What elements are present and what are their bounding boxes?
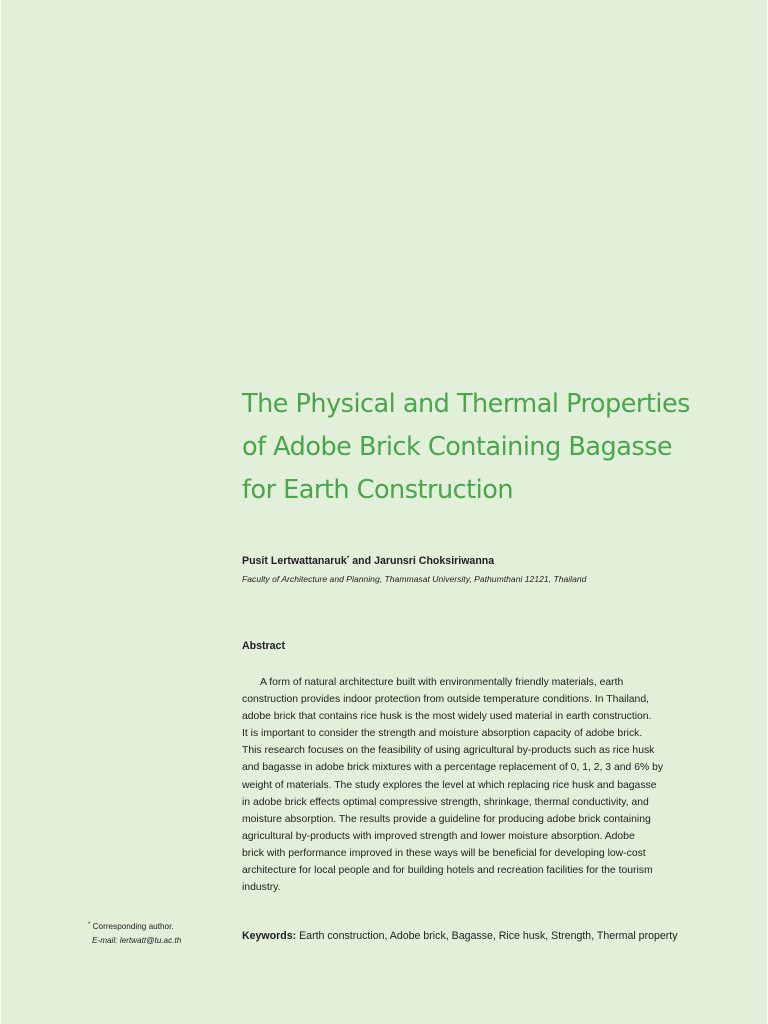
author-list — [242, 555, 494, 567]
abstract-line: and bagasse in adobe brick mixtures with a percentage replacement of 0, 1, 2, 3 and 6% by — [242, 762, 664, 774]
footnote-label-row — [88, 918, 181, 934]
affiliation: Faculty of Architecture and Planning, Thammasat University, Pathumthani 12121, Thailand — [242, 574, 587, 584]
abstract-line: weight of materials. The study explores the level at which replacing rice husk and bagasse — [242, 779, 657, 791]
abstract-line: brick with performance improved in these ways will be beneficial for developing low-cost — [242, 847, 646, 859]
title-line: of Adobe Brick Containing Bagasse — [242, 432, 673, 462]
abstract-line: in adobe brick effects optimal compressive strength, shrinkage, thermal conductivity, and — [242, 796, 649, 808]
corresponding-marker: * — [346, 555, 350, 562]
document-page — [1, 0, 767, 1024]
author-name: Pusit Lertwattanaruk — [242, 555, 347, 567]
footnote-label: Corresponding author. — [92, 922, 174, 931]
abstract-line: architecture for local people and for building hotels and recreation facilities for the tourism — [242, 865, 653, 877]
title-line: The Physical and Thermal Properties — [242, 389, 690, 419]
abstract-line: This research focuses on the feasibility of using agricultural by-products such as rice husk — [242, 745, 655, 757]
footnote-email: E-mail: lertwatt@tu.ac.th — [92, 936, 182, 945]
author-connector: and — [349, 555, 375, 567]
footnote-marker: * — [88, 922, 91, 928]
abstract-line: industry. — [242, 882, 281, 894]
keywords — [242, 930, 678, 942]
abstract-body — [242, 674, 722, 896]
abstract-line: adobe brick that contains rice husk is the most widely used material in earth construction. — [242, 711, 652, 723]
footnote — [88, 918, 181, 948]
keywords-text: Earth construction, Adobe brick, Bagasse, Rice husk, Strength, Thermal property — [296, 930, 678, 942]
abstract-line: It is important to consider the strength and moisture absorption capacity of adobe brick. — [242, 728, 643, 740]
abstract-line: construction provides indoor protection from outside temperature conditions. In Thailand, — [242, 694, 650, 706]
keywords-label: Keywords: — [242, 930, 297, 942]
title-line: for Earth Construction — [242, 475, 514, 505]
abstract-line: agricultural by-products with improved strength and lower moisture absorption. Adobe — [242, 830, 635, 842]
paper-title — [242, 383, 742, 512]
abstract-line: moisture absorption. The results provide a guideline for producing adobe brick containing — [242, 813, 651, 825]
author-name: Jarunsri Choksiriwanna — [374, 555, 495, 567]
abstract-heading: Abstract — [242, 640, 285, 652]
abstract-line: A form of natural architecture built with environmentally friendly materials, earth — [260, 677, 624, 688]
